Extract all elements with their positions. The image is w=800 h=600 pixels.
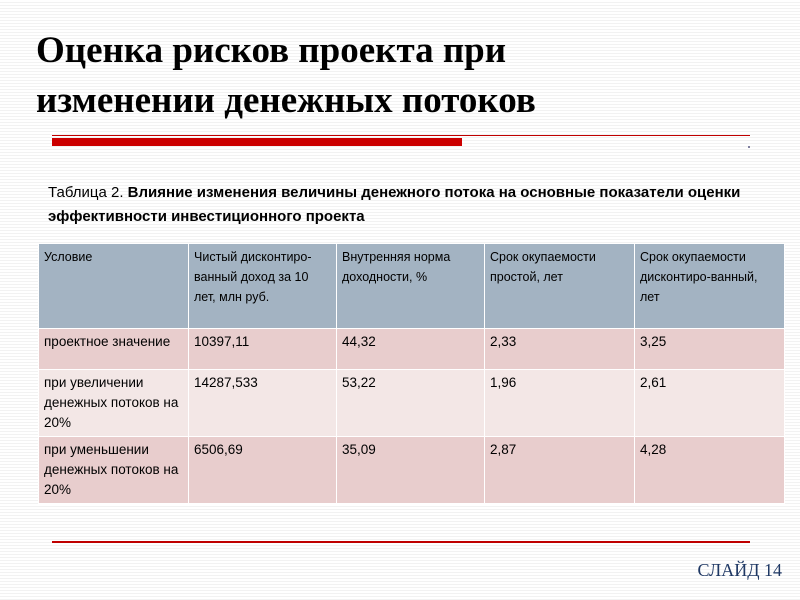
- risk-assessment-table: [38, 243, 785, 504]
- cell-discounted-payback: 4,28: [635, 437, 785, 504]
- cell-irr: 44,32: [337, 329, 485, 370]
- slide-number: СЛАЙД 14: [697, 560, 782, 580]
- cell-condition: при увеличении денежных потоков на 20%: [39, 370, 189, 437]
- slide-title-line-1: Оценка рисков проекта при: [36, 30, 507, 71]
- cell-npv: 10397,11: [189, 329, 337, 370]
- title-divider-thick: [52, 138, 462, 146]
- cell-discounted-payback: 3,25: [635, 329, 785, 370]
- cell-npv: 14287,533: [189, 370, 337, 437]
- title-divider-dot: [748, 146, 750, 148]
- cell-irr: 53,22: [337, 370, 485, 437]
- cell-simple-payback: 1,96: [485, 370, 635, 437]
- header-condition: Условие: [39, 244, 189, 329]
- table-row: [39, 437, 785, 504]
- table-header-row: [39, 244, 785, 329]
- cell-irr: 35,09: [337, 437, 485, 504]
- slide-title-line-2: изменении денежных потоков: [36, 80, 536, 121]
- table-caption-lead: Таблица 2.: [48, 184, 128, 201]
- header-npv: Чистый дисконтиро-ванный доход за 10 лет, млн руб.: [189, 244, 337, 329]
- header-simple-payback: Срок окупаемости простой, лет: [485, 244, 635, 329]
- cell-discounted-payback: 2,61: [635, 370, 785, 437]
- footer-divider: [52, 541, 750, 543]
- header-irr: Внутренняя норма доходности, %: [337, 244, 485, 329]
- cell-npv: 6506,69: [189, 437, 337, 504]
- header-discounted-payback: Срок окупаемости дисконтиро-ванный, лет: [635, 244, 785, 329]
- table-caption: [48, 181, 768, 229]
- cell-condition: при уменьшении денежных потоков на 20%: [39, 437, 189, 504]
- cell-condition: проектное значение: [39, 329, 189, 370]
- title-divider-thin: [52, 135, 750, 136]
- table-row: [39, 370, 785, 437]
- cell-simple-payback: 2,33: [485, 329, 635, 370]
- slide-title: [36, 26, 736, 126]
- table-caption-body: Влияние изменения величины денежного потока на основные показатели оценки эффективности инвестиционного проекта: [48, 184, 741, 225]
- table-row: [39, 329, 785, 370]
- cell-simple-payback: 2,87: [485, 437, 635, 504]
